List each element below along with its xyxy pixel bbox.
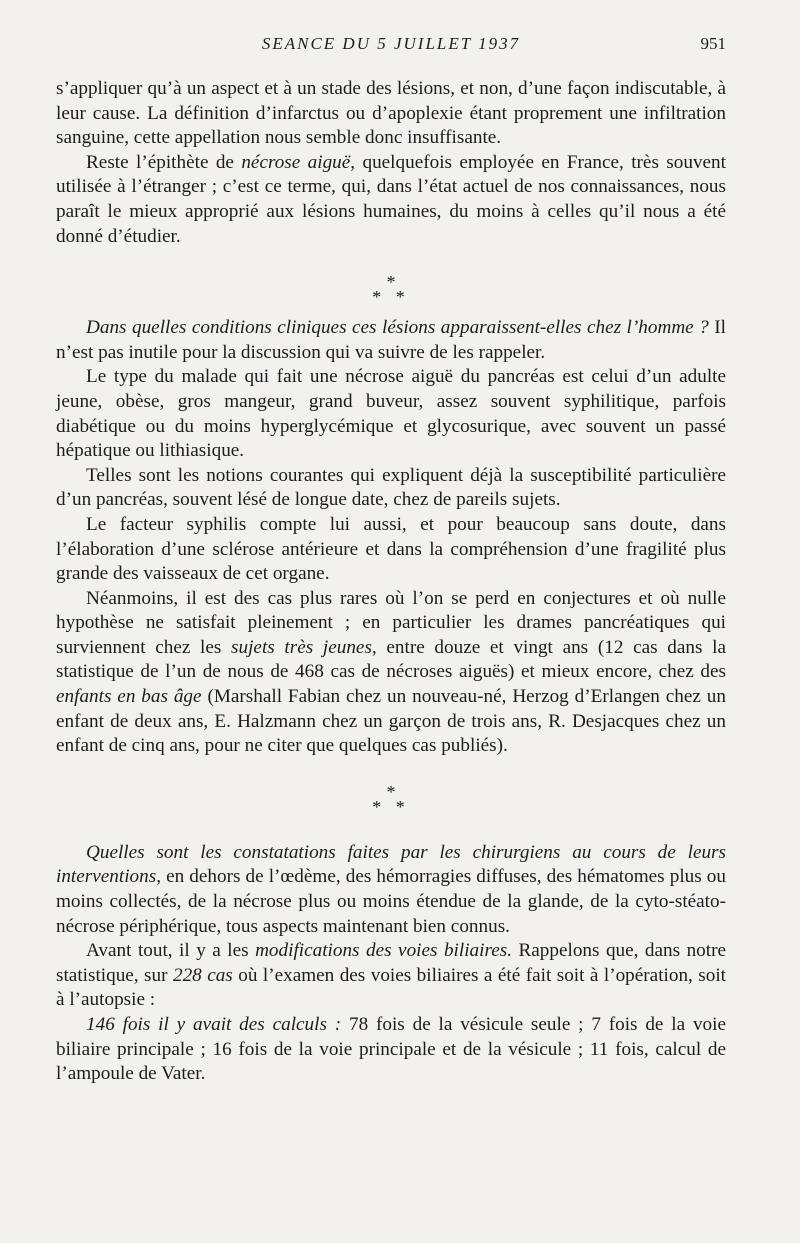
body-text [56,77,726,1087]
paragraph-9-text-a: Avant tout, il y a les [86,940,256,962]
asterism-bottom: * * [372,796,410,817]
section-separator-2 [56,781,726,817]
running-title: SEANCE DU 5 JUILLET 1937 [261,34,521,53]
paragraph-7-text-a: Néanmoins, il est des cas plus rares où l’on se perd en conjectures et où nulle hypothèse ne satisfait pleinement ; en particulier les drames pancréatiques qui surviennent chez les [56,587,726,658]
section-separator-1 [56,272,726,308]
paragraph-2-italic: nécrose aiguë [241,151,351,173]
paragraph-5: Telles sont les notions courantes qui expliquent déjà la susceptibilité particulière d’un pancréas, souvent lésé de longue date, chez de pareils sujets. [56,464,726,511]
paragraph-9 [56,939,726,1013]
paragraph-8 [56,841,726,939]
paragraph-6: Le facteur syphilis compte lui aussi, et pour beaucoup sans doute, dans l’élaboration d’une sclérose antérieure et dans la compréhension d’une fragilité plus grande des vaisseaux de cet organe. [56,513,726,585]
paragraph-3-question: Dans quelles conditions cliniques ces lésions apparaissent-elles chez l’homme ? [86,317,709,339]
paragraph-2-text-c: , quelquefois employée en France, très souvent utilisée à l’étranger ; c’est ce terme, qui, dans l’état actuel de nos connaissances, nous paraît le mieux approprié aux lésions humaines, du moins à celles qu’il nous a été donné d’étudier. [56,151,726,247]
paragraph-3 [56,316,726,365]
paragraph-7-text-e: (Marshall Fabian chez un nouveau-né, Herzog d’Erlangen chez un enfant de deux ans, E. Halzmann chez un garçon de trois ans, R. Desjacques chez un enfant de cinq ans, pour ne citer que quelques cas publiés). [56,686,726,757]
paragraph-2 [56,151,726,249]
paragraph-7-italic-d: enfants en bas âge [56,686,202,708]
paragraph-2-text-a: Reste l’épithète de [86,151,242,173]
paragraph-1: s’appliquer qu’à un aspect et à un stade des lésions, et non, d’une façon indiscutable, à leur cause. La définition d’infarctus ou d’apoplexie étant proprement une infiltration sanguine, cette appellation nous semble donc insuffisante. [56,78,726,149]
asterism-top: * [386,781,396,802]
page-number: 951 [700,34,726,53]
paragraph-7-text-c: , entre douze et vingt ans (12 cas dans la statistique de l’un de nous de 468 cas de nécroses aiguës) et mieux encore, chez des [56,636,726,683]
paragraph-4: Le type du malade qui fait une nécrose aiguë du pancréas est celui d’un adulte jeune, obèse, gros mangeur, grand buveur, assez souvent syphilitique, parfois diabétique ou du moins hyperglycémique et glycosurique, avec souvent un passé hépatique ou lithiasique. [56,366,726,462]
paragraph-8-question: Quelles sont les constatations faites par les chirurgiens au cours de leurs interventions [56,841,726,888]
page-header [56,32,726,56]
asterism-bottom: * * [372,287,410,308]
paragraph-3-text: Il n’est pas inutile pour la discussion qui va suivre de les rappeler. [56,317,726,363]
paragraph-9-text-c: Rappelons que, dans notre statistique, sur [56,940,726,986]
paragraph-9-italic-b: modifications des voies biliaires. [255,940,512,962]
paragraph-10-text: 78 fois de la vésicule seule ; 7 fois de la voie biliaire principale ; 16 fois de la voie principale et de la vésicule ; 11 fois, calcul de l’ampoule de Vater. [56,1014,726,1085]
paragraph-7 [56,587,726,759]
paragraph-7-italic-b: sujets très jeunes [231,636,372,658]
paragraph-9-text-e: où l’examen des voies biliaires a été fait soit à l’opération, soit à l’autopsie : [56,964,727,1011]
paragraph-10 [56,1013,726,1087]
paragraph-8-text: , en dehors de l’œdème, des hémorragies diffuses, des hématomes plus ou moins collectés, de la nécrose plus ou moins étendue de la glande, de la cyto-stéato-nécrose périphérique, tous aspects maintenant bien connus. [56,866,726,937]
asterism-top: * [386,272,396,293]
paragraph-10-italic: 146 fois il y avait des calculs : [86,1014,342,1035]
paragraph-9-italic-d: 228 cas [172,964,233,986]
